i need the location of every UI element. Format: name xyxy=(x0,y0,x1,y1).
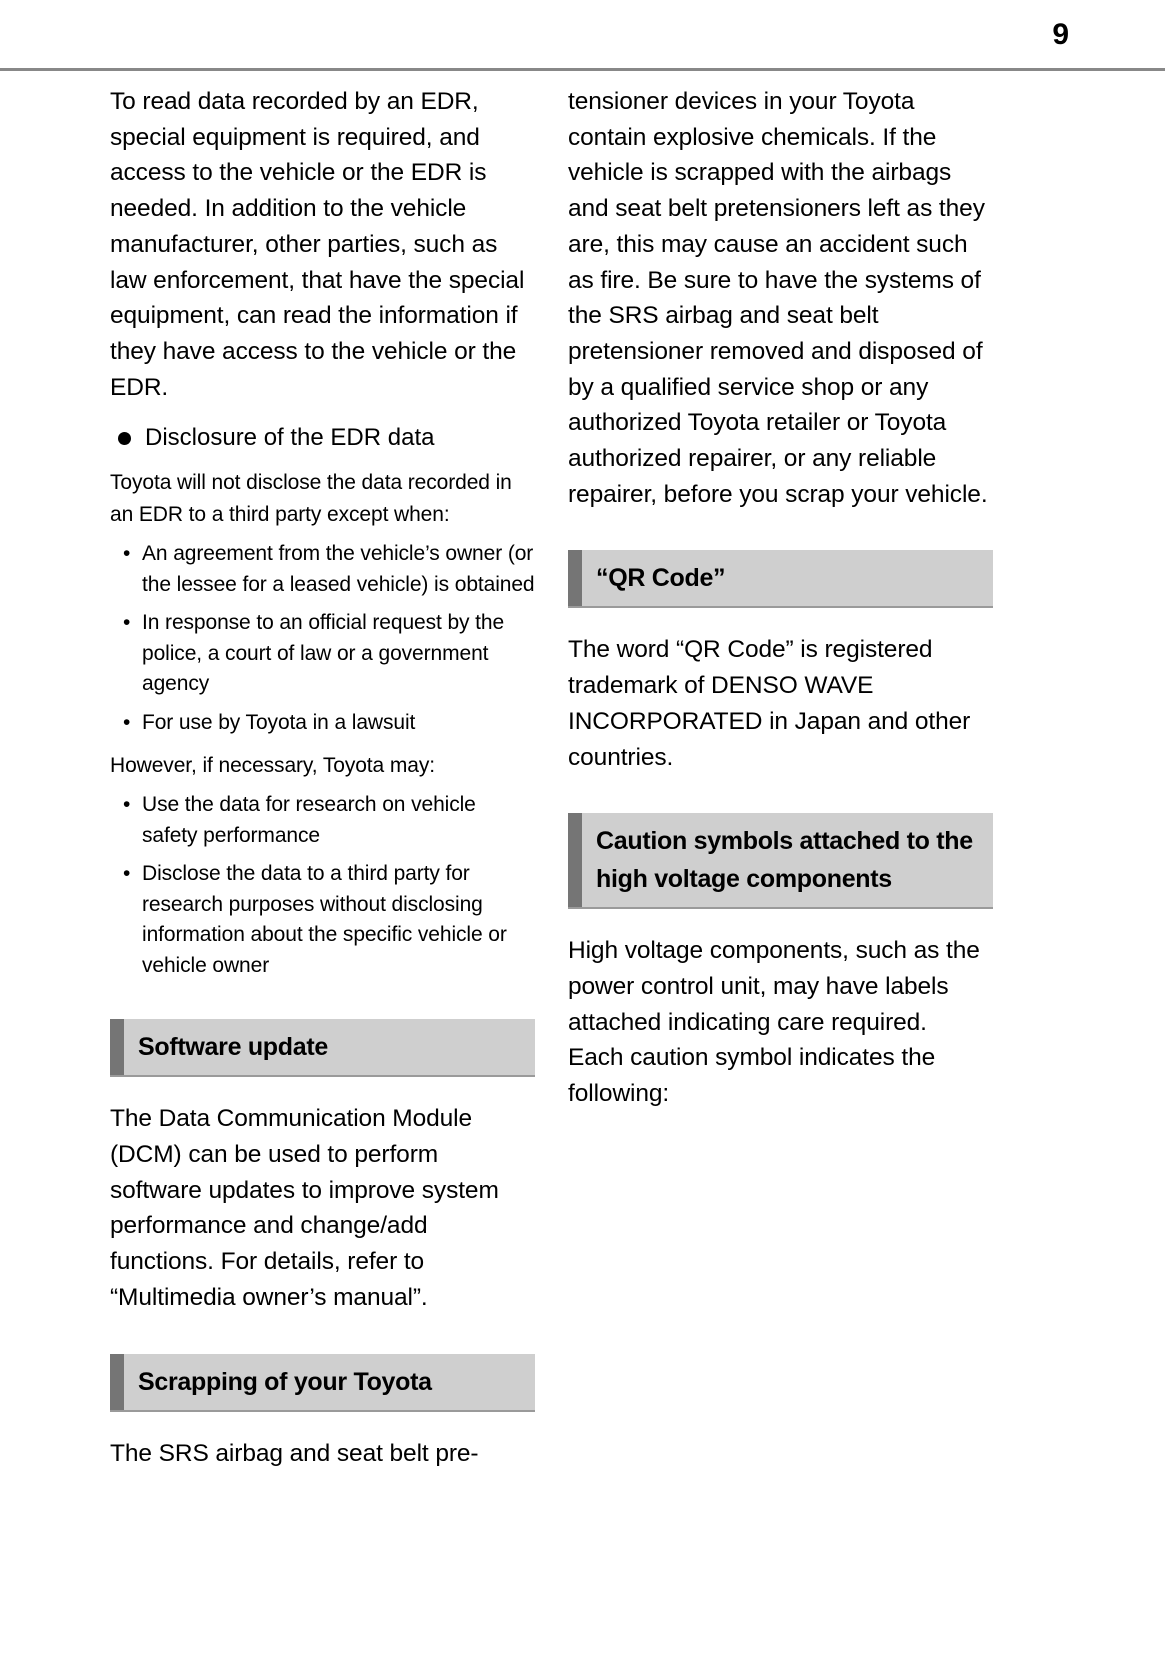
page-number: 9 xyxy=(1052,18,1069,51)
list-item: • An agreement from the vehicle’s owner (or the lessee for a leased vehicle) is obtained xyxy=(110,539,535,600)
disclosure-intro-paragraph: Toyota will not disclose the data recorded in an EDR to a third party except when: xyxy=(110,471,512,527)
section-header-scrapping xyxy=(110,1354,535,1412)
edr-intro-paragraph: To read data recorded by an EDR, special equipment is required, and access to the vehicle or the EDR is needed. In addition to the vehicle manufacturer, other parties, such as law enforcement, that have the special equipment, can read the information if they have access to the vehicle or the EDR. xyxy=(110,88,525,401)
section-accent-bar xyxy=(110,1354,124,1410)
scrapping-paragraph-start: The SRS airbag and seat belt pre- xyxy=(110,1439,479,1467)
disclosure-subheading xyxy=(110,421,535,455)
however-intro-paragraph: However, if necessary, Toyota may: xyxy=(110,754,435,778)
however-items-list xyxy=(110,790,535,981)
left-column xyxy=(110,84,535,1471)
section-header-caution-symbols xyxy=(568,813,993,909)
section-title: Scrapping of your Toyota xyxy=(138,1367,432,1396)
section-accent-bar xyxy=(110,1019,124,1075)
disclosure-exceptions-list xyxy=(110,539,535,738)
qr-code-paragraph: The word “QR Code” is registered trademark of DENSO WAVE INCORPORATED in Japan and other countries. xyxy=(568,636,971,771)
right-column xyxy=(568,84,993,1112)
page-header xyxy=(0,0,1165,72)
spacer xyxy=(110,738,535,750)
section-header-software-update xyxy=(110,1019,535,1077)
scrapping-paragraph-continued: tensioner devices in your Toyota contain explosive chemicals. If the vehicle is scrapped with the airbags and seat belt pretensioners left as they are, this may cause an accident such as fire. Be sure to have the systems of the SRS airbag and seat belt pretensioner removed and disposed of by a qualified service shop or any authorized Toyota retailer or Toyota authorized repairer, or any reliable repairer, before you scrap your vehicle. xyxy=(568,88,988,508)
section-title: Caution symbols attached to the high voltage components xyxy=(596,827,973,894)
section-title: Software update xyxy=(138,1033,328,1062)
section-title: “QR Code” xyxy=(596,564,726,593)
caution-symbols-paragraph-2: Each caution symbol indicates the following: xyxy=(568,1044,936,1108)
header-divider-rule xyxy=(0,68,1165,71)
software-update-paragraph: The Data Communication Module (DCM) can be used to perform software updates to improve system performance and change/add functions. For details, refer to “Multimedia owner’s manual”. xyxy=(110,1105,499,1311)
section-header-qr-code xyxy=(568,550,993,608)
list-item: • For use by Toyota in a lawsuit xyxy=(110,708,535,739)
list-item: • Disclose the data to a third party for research purposes without disclosing information about the specific vehicle or vehicle owner xyxy=(110,859,535,981)
list-item: • Use the data for research on vehicle safety performance xyxy=(110,790,535,851)
disclosure-subheading-label: Disclosure of the EDR data xyxy=(145,424,435,452)
filled-bullet-icon xyxy=(118,432,131,445)
section-accent-bar xyxy=(568,813,582,907)
caution-symbols-paragraph-1: High voltage components, such as the power control unit, may have labels attached indicating care required. xyxy=(568,937,980,1036)
list-item: • In response to an official request by the police, a court of law or a government agency xyxy=(110,608,535,700)
section-accent-bar xyxy=(568,550,582,606)
page-content xyxy=(0,84,1165,1644)
spacer xyxy=(110,455,535,467)
